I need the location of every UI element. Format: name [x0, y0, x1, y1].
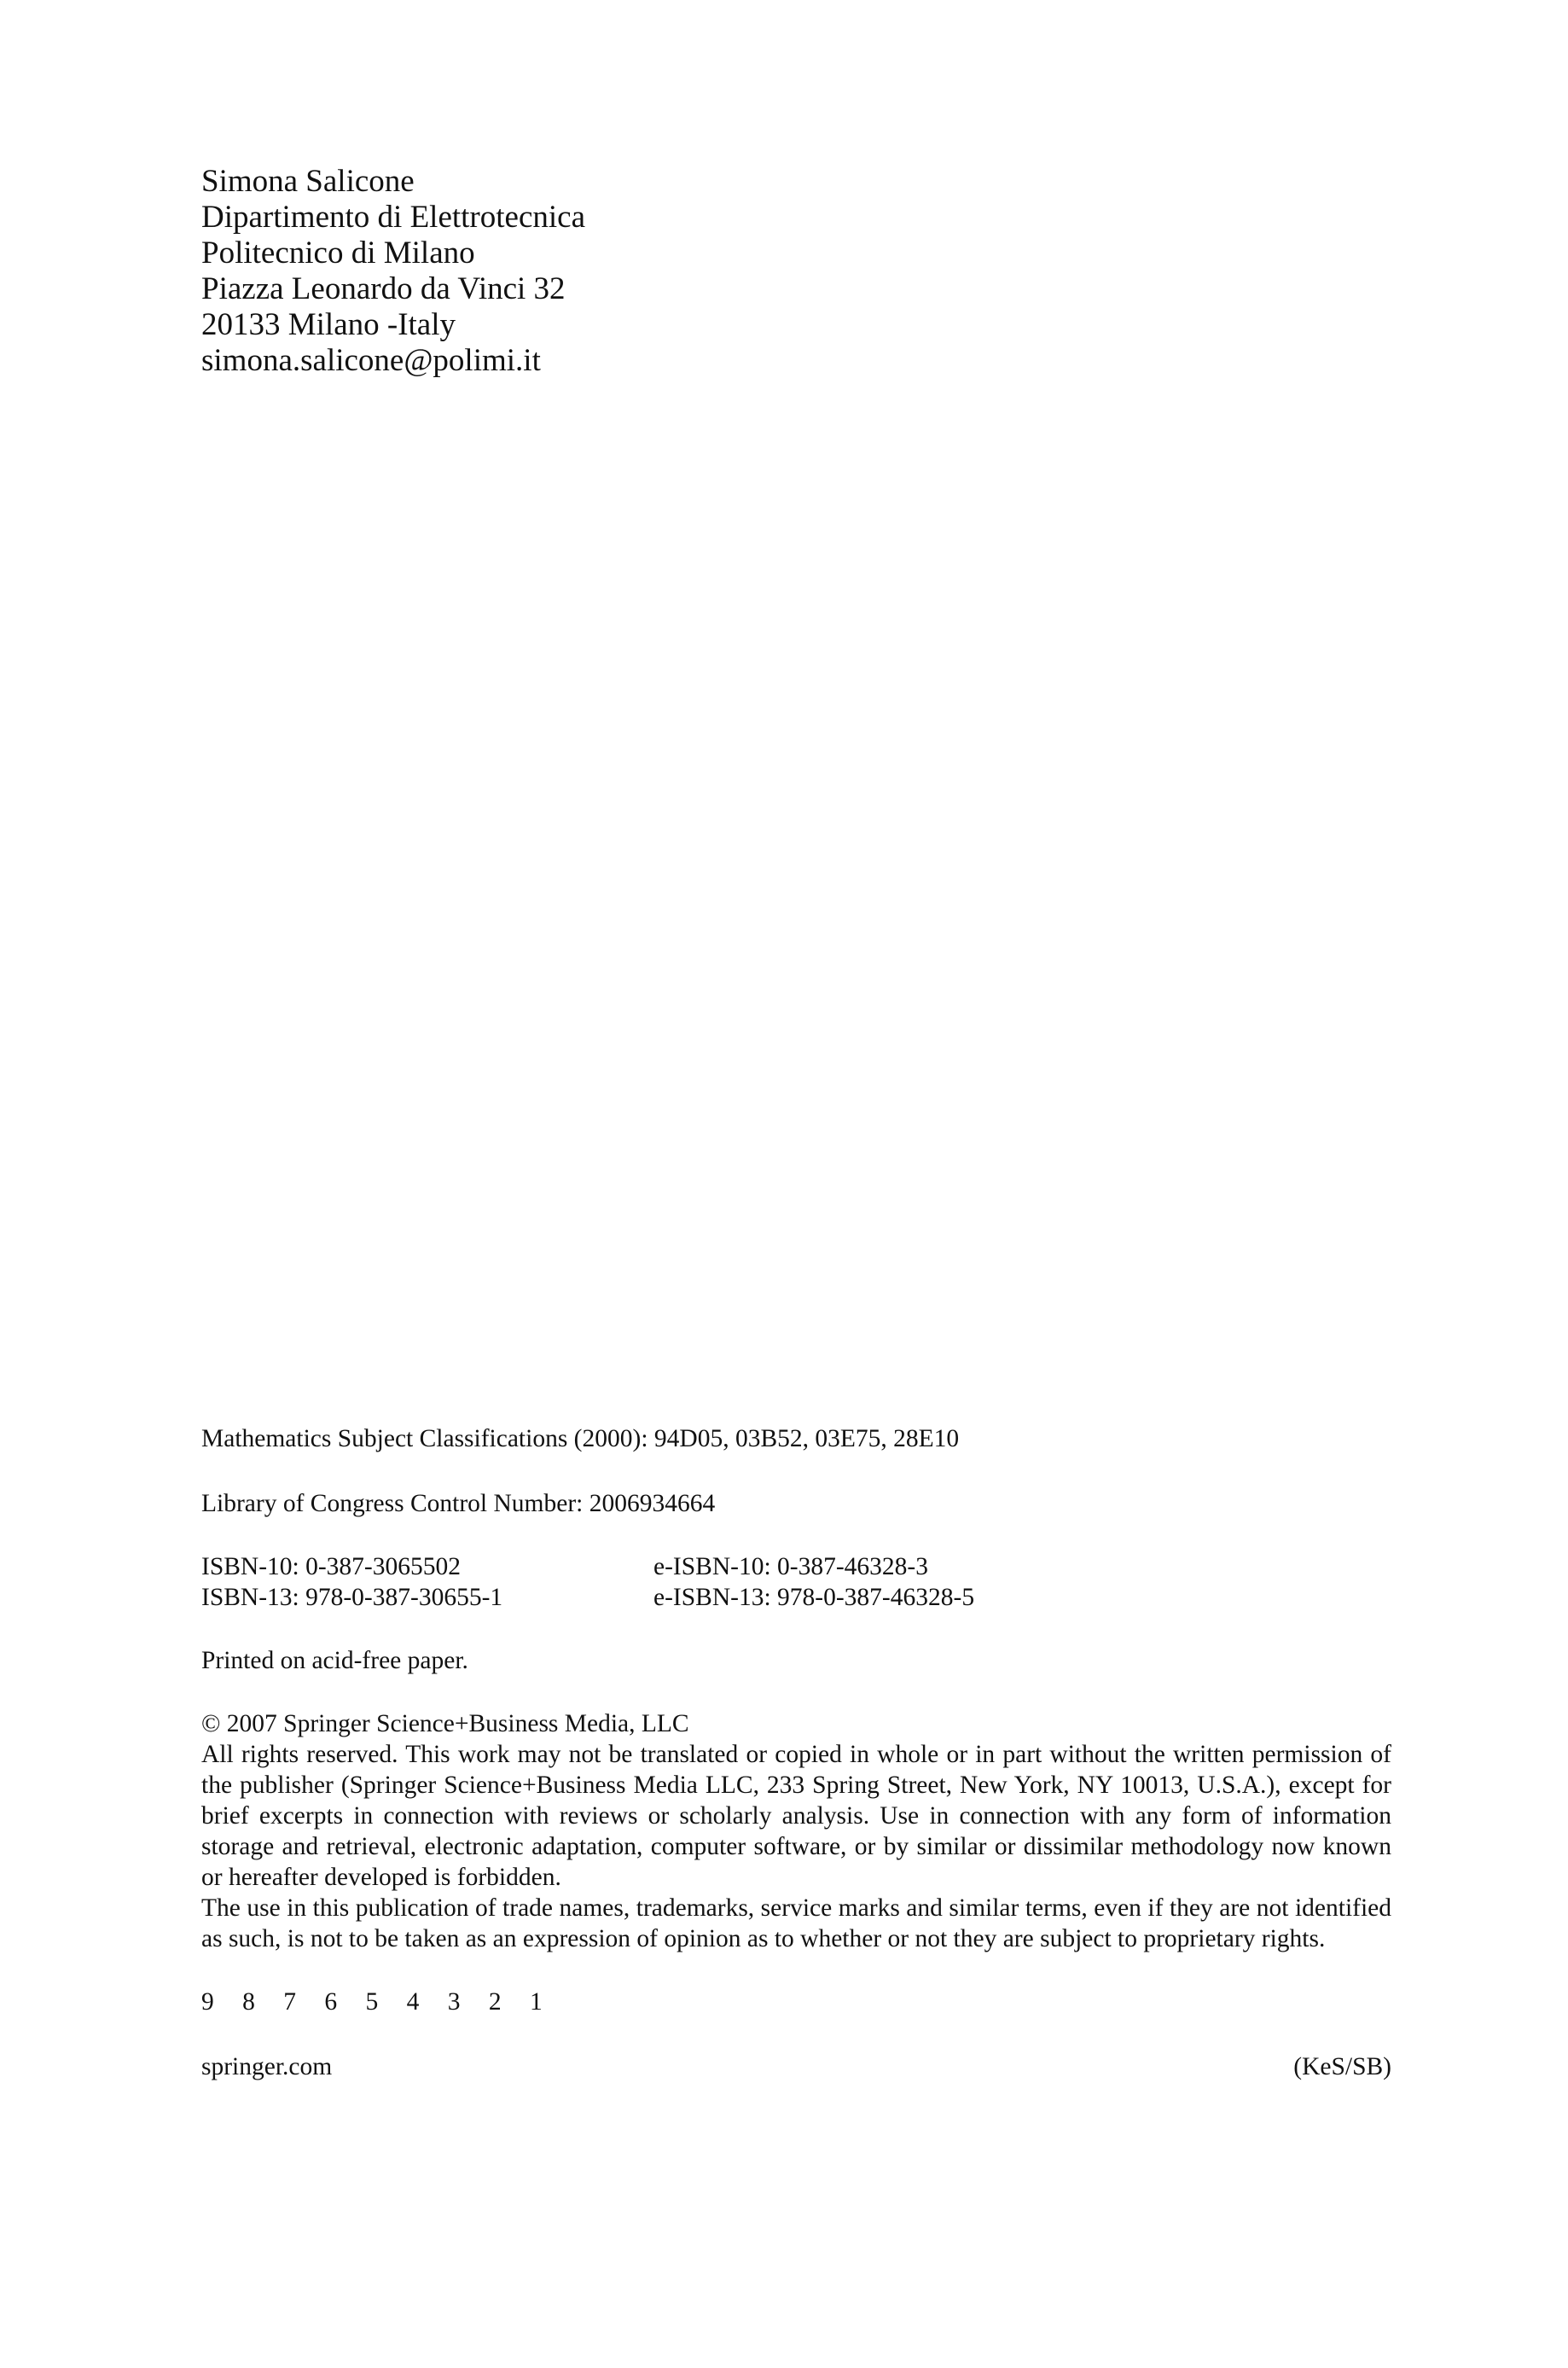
copyright-line: © 2007 Springer Science+Business Media, LLC — [201, 1710, 689, 1737]
author-name: Simona Salicone — [201, 164, 415, 199]
paper-note: Printed on acid-free paper. — [201, 1647, 468, 1674]
subject-classification: Mathematics Subject Classifications (2000): 94D05, 03B52, 03E75, 28E10 — [201, 1425, 960, 1452]
author-address — [201, 164, 585, 379]
production-code: (KeS/SB) — [1293, 2053, 1391, 2080]
isbn-13: ISBN-13: 978-0-387-30655-1 — [201, 1584, 503, 1611]
author-street: Piazza Leonardo da Vinci 32 — [201, 271, 566, 306]
isbn-block — [201, 1551, 1391, 1613]
imprint-block — [201, 1423, 1391, 2082]
e-isbn-10: e-ISBN-10: 0-387-46328-3 — [653, 1553, 928, 1580]
e-isbn-13: e-ISBN-13: 978-0-387-46328-5 — [653, 1584, 975, 1611]
author-institution: Politecnico di Milano — [201, 236, 475, 271]
library-of-congress-number: Library of Congress Control Number: 2006934664 — [201, 1490, 716, 1517]
rights-statement: All rights reserved. This work may not be translated or copied in whole or in part without the written permission of the publisher (Springer Science+Business Media LLC, 233 Spring Street, New York, NY 10013, U.S.A.), except for brief excerpts in connection with reviews or scholarly analysis. Use in connection with any form of information storage and retrieval, electronic adaptation, computer software, or by similar or dissimilar methodology now known or hereafter developed is forbidden. — [201, 1741, 1391, 1891]
trademark-statement: The use in this publication of trade names, trademarks, service marks and similar terms, even if they are not identified as such, is not to be taken as an expression of opinion as to whether or not they are subject to proprietary rights. — [201, 1894, 1391, 1952]
isbn-10: ISBN-10: 0-387-3065502 — [201, 1553, 462, 1580]
publisher-website: springer.com — [201, 2053, 333, 2080]
author-email: simona.salicone@polimi.it — [201, 343, 541, 378]
author-department: Dipartimento di Elettrotecnica — [201, 200, 585, 235]
author-city: 20133 Milano -Italy — [201, 307, 456, 342]
imprint-footer — [201, 2051, 1391, 2082]
print-line: 9 8 7 6 5 4 3 2 1 — [201, 1988, 554, 2016]
